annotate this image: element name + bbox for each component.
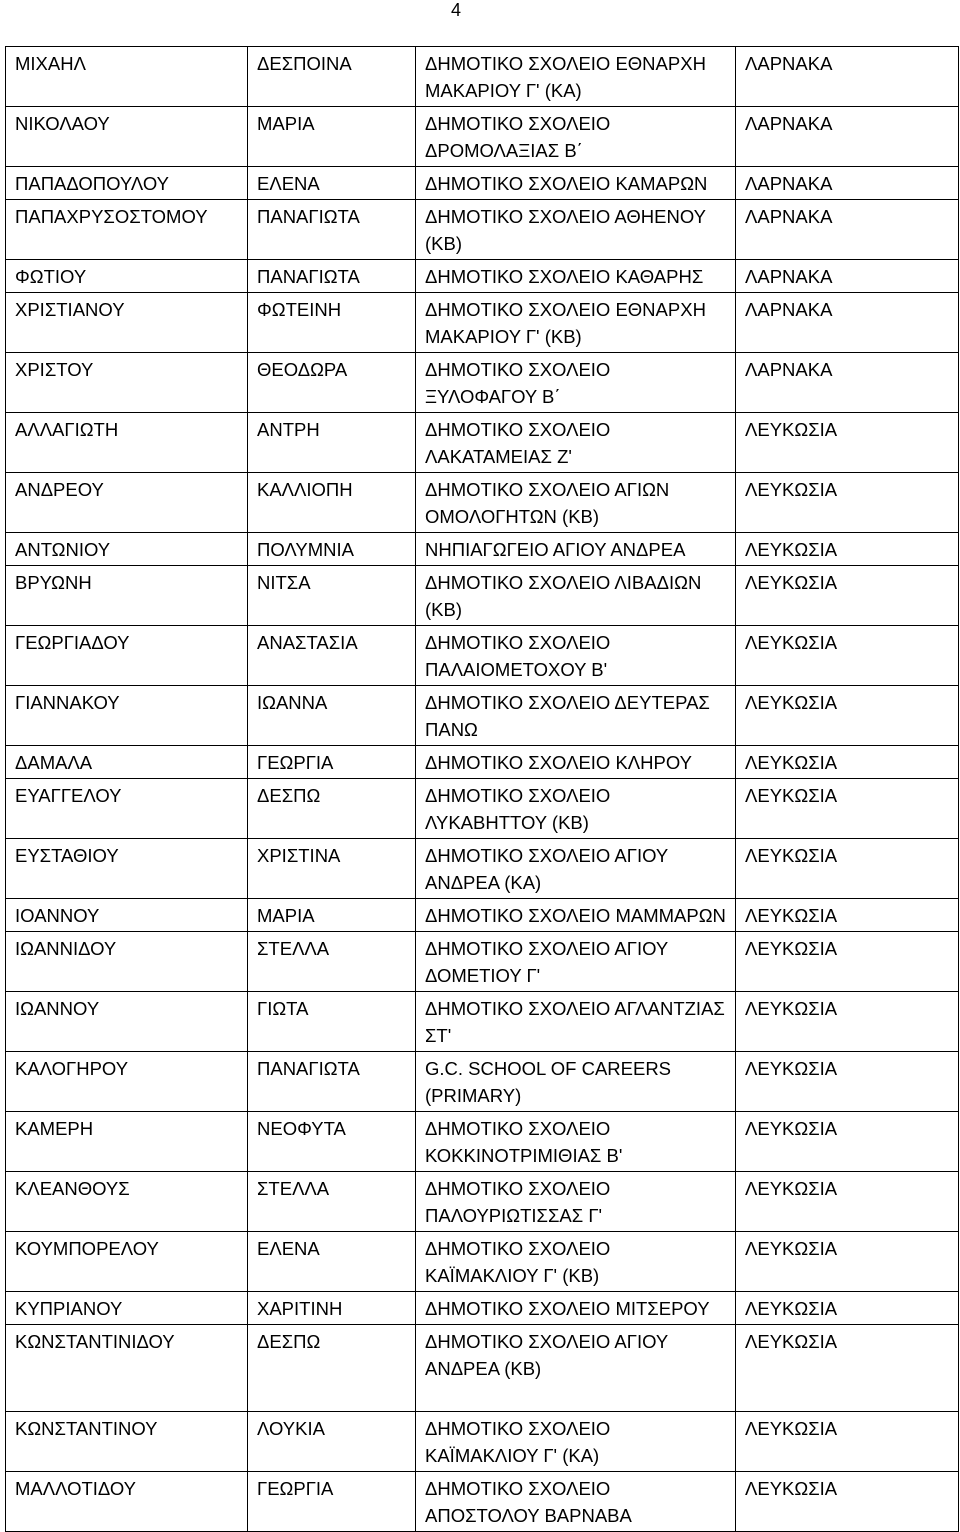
school-cell: ΔΗΜΟΤΙΚΟ ΣΧΟΛΕΙΟ ΑΓΙΟΥ ΑΝΔΡΕΑ (ΚΒ) xyxy=(416,1325,736,1412)
first-name-cell: ΑΝΑΣΤΑΣΙΑ xyxy=(248,626,416,686)
surname-cell: ΚΟΥΜΠΟΡΕΛΟΥ xyxy=(6,1232,248,1292)
first-name-cell: ΦΩΤΕΙΝΗ xyxy=(248,293,416,353)
first-name-cell: ΔΕΣΠΩ xyxy=(248,779,416,839)
first-name-cell: ΠΑΝΑΓΙΩΤΑ xyxy=(248,200,416,260)
surname-cell: ΙΩΑΝΝΙΔΟΥ xyxy=(6,932,248,992)
table-row xyxy=(6,353,959,413)
surname-cell: ΚΩΝΣΤΑΝΤΙΝΟΥ xyxy=(6,1412,248,1472)
surname-cell: ΧΡΙΣΤΙΑΝΟΥ xyxy=(6,293,248,353)
surname-cell: ΚΛΕΑΝΘΟΥΣ xyxy=(6,1172,248,1232)
table-row xyxy=(6,293,959,353)
table-row xyxy=(6,1472,959,1532)
school-cell: ΔΗΜΟΤΙΚΟ ΣΧΟΛΕΙΟ ΞΥΛΟΦΑΓΟΥ Β΄ xyxy=(416,353,736,413)
table-row xyxy=(6,1052,959,1112)
table-row xyxy=(6,1325,959,1412)
district-cell: ΛΕΥΚΩΣΙΑ xyxy=(736,1052,959,1112)
table-row xyxy=(6,47,959,107)
first-name-cell: ΛΟΥΚΙΑ xyxy=(248,1412,416,1472)
surname-cell: ΠΑΠΑΧΡΥΣΟΣΤΟΜΟΥ xyxy=(6,200,248,260)
district-cell: ΛΕΥΚΩΣΙΑ xyxy=(736,1172,959,1232)
surname-cell: ΠΑΠΑΔΟΠΟΥΛΟΥ xyxy=(6,167,248,200)
first-name-cell: ΠΟΛΥΜΝΙΑ xyxy=(248,533,416,566)
surname-cell: ΓΙΑΝΝΑΚΟΥ xyxy=(6,686,248,746)
surname-cell: ΙΩΑΝΝΟΥ xyxy=(6,992,248,1052)
first-name-cell: ΜΑΡΙΑ xyxy=(248,107,416,167)
table-row xyxy=(6,413,959,473)
district-cell: ΛΕΥΚΩΣΙΑ xyxy=(736,746,959,779)
first-name-cell: ΘΕΟΔΩΡΑ xyxy=(248,353,416,413)
table-row xyxy=(6,566,959,626)
surname-cell: ΦΩΤΙΟΥ xyxy=(6,260,248,293)
table-row xyxy=(6,992,959,1052)
table-row xyxy=(6,200,959,260)
district-cell: ΛΕΥΚΩΣΙΑ xyxy=(736,1472,959,1532)
surname-cell: ΚΩΝΣΤΑΝΤΙΝΙΔΟΥ xyxy=(6,1325,248,1412)
page-number: 4 xyxy=(450,0,461,20)
school-cell: ΔΗΜΟΤΙΚΟ ΣΧΟΛΕΙΟ ΚΑΪΜΑΚΛΙΟΥ Γ' (ΚΒ) xyxy=(416,1232,736,1292)
table-row xyxy=(6,626,959,686)
school-cell: ΝΗΠΙΑΓΩΓΕΙΟ ΑΓΙΟΥ ΑΝΔΡΕΑ xyxy=(416,533,736,566)
first-name-cell: ΔΕΣΠΟΙΝΑ xyxy=(248,47,416,107)
surname-cell: ΑΝΤΩΝΙΟΥ xyxy=(6,533,248,566)
table-row xyxy=(6,839,959,899)
surname-cell: ΚΑΜΕΡΗ xyxy=(6,1112,248,1172)
table-row xyxy=(6,1112,959,1172)
first-name-cell: ΜΑΡΙΑ xyxy=(248,899,416,932)
surname-cell: ΑΛΛΑΓΙΩΤΗ xyxy=(6,413,248,473)
district-cell: ΛΑΡΝΑΚΑ xyxy=(736,200,959,260)
first-name-cell: ΣΤΕΛΛΑ xyxy=(248,1172,416,1232)
district-cell: ΛΕΥΚΩΣΙΑ xyxy=(736,413,959,473)
surname-cell: ΓΕΩΡΓΙΑΔΟΥ xyxy=(6,626,248,686)
first-name-cell: ΠΑΝΑΓΙΩΤΑ xyxy=(248,260,416,293)
surname-cell: ΔΑΜΑΛΑ xyxy=(6,746,248,779)
first-name-cell: ΓΙΩΤΑ xyxy=(248,992,416,1052)
school-cell: ΔΗΜΟΤΙΚΟ ΣΧΟΛΕΙΟ ΔΡΟΜΟΛΑΞΙΑΣ Β΄ xyxy=(416,107,736,167)
surname-cell: ΝΙΚΟΛΑΟΥ xyxy=(6,107,248,167)
district-cell: ΛΕΥΚΩΣΙΑ xyxy=(736,779,959,839)
district-cell: ΛΕΥΚΩΣΙΑ xyxy=(736,473,959,533)
district-cell: ΛΕΥΚΩΣΙΑ xyxy=(736,992,959,1052)
school-cell: ΔΗΜΟΤΙΚΟ ΣΧΟΛΕΙΟ ΚΑΪΜΑΚΛΙΟΥ Γ' (ΚΑ) xyxy=(416,1412,736,1472)
district-cell: ΛΑΡΝΑΚΑ xyxy=(736,167,959,200)
first-name-cell: ΓΕΩΡΓΙΑ xyxy=(248,1472,416,1532)
district-cell: ΛΑΡΝΑΚΑ xyxy=(736,353,959,413)
table-row xyxy=(6,260,959,293)
table-row xyxy=(6,473,959,533)
school-cell: ΔΗΜΟΤΙΚΟ ΣΧΟΛΕΙΟ ΚΛΗΡΟΥ xyxy=(416,746,736,779)
first-name-cell: ΑΝΤΡΗ xyxy=(248,413,416,473)
surname-cell: ΙΟΑΝΝΟΥ xyxy=(6,899,248,932)
table-row xyxy=(6,533,959,566)
district-cell: ΛΑΡΝΑΚΑ xyxy=(736,107,959,167)
first-name-cell: ΧΡΙΣΤΙΝΑ xyxy=(248,839,416,899)
school-cell: ΔΗΜΟΤΙΚΟ ΣΧΟΛΕΙΟ ΛΑΚΑΤΑΜΕΙΑΣ Ζ' xyxy=(416,413,736,473)
school-cell: ΔΗΜΟΤΙΚΟ ΣΧΟΛΕΙΟ ΕΘΝΑΡΧΗ ΜΑΚΑΡΙΟΥ Γ' (ΚΑ) xyxy=(416,47,736,107)
district-cell: ΛΑΡΝΑΚΑ xyxy=(736,293,959,353)
school-cell: ΔΗΜΟΤΙΚΟ ΣΧΟΛΕΙΟ ΑΠΟΣΤΟΛΟΥ ΒΑΡΝΑΒΑ xyxy=(416,1472,736,1532)
school-cell: ΔΗΜΟΤΙΚΟ ΣΧΟΛΕΙΟ ΛΙΒΑΔΙΩΝ (ΚΒ) xyxy=(416,566,736,626)
table-body xyxy=(6,47,959,1532)
district-cell: ΛΑΡΝΑΚΑ xyxy=(736,47,959,107)
school-cell: ΔΗΜΟΤΙΚΟ ΣΧΟΛΕΙΟ ΑΓΛΑΝΤΖΙΑΣ ΣΤ' xyxy=(416,992,736,1052)
school-cell: ΔΗΜΟΤΙΚΟ ΣΧΟΛΕΙΟ ΚΟΚΚΙΝΟΤΡΙΜΙΘΙΑΣ Β' xyxy=(416,1112,736,1172)
surname-cell: ΜΙΧΑΗΛ xyxy=(6,47,248,107)
district-cell: ΛΕΥΚΩΣΙΑ xyxy=(736,1232,959,1292)
district-cell: ΛΑΡΝΑΚΑ xyxy=(736,260,959,293)
surname-cell: ΒΡΥΩΝΗ xyxy=(6,566,248,626)
district-cell: ΛΕΥΚΩΣΙΑ xyxy=(736,1292,959,1325)
first-name-cell: ΕΛΕΝΑ xyxy=(248,167,416,200)
table-row xyxy=(6,932,959,992)
school-cell: ΔΗΜΟΤΙΚΟ ΣΧΟΛΕΙΟ ΑΘΗΕΝΟΥ (ΚΒ) xyxy=(416,200,736,260)
surname-cell: ΕΥΑΓΓΕΛΟΥ xyxy=(6,779,248,839)
district-cell: ΛΕΥΚΩΣΙΑ xyxy=(736,932,959,992)
district-cell: ΛΕΥΚΩΣΙΑ xyxy=(736,626,959,686)
district-cell: ΛΕΥΚΩΣΙΑ xyxy=(736,899,959,932)
first-name-cell: ΕΛΕΝΑ xyxy=(248,1232,416,1292)
school-cell: ΔΗΜΟΤΙΚΟ ΣΧΟΛΕΙΟ ΚΑΘΑΡΗΣ xyxy=(416,260,736,293)
surname-cell: ΚΥΠΡΙΑΝΟΥ xyxy=(6,1292,248,1325)
district-cell: ΛΕΥΚΩΣΙΑ xyxy=(736,1325,959,1412)
table-row xyxy=(6,167,959,200)
table-row xyxy=(6,1412,959,1472)
first-name-cell: ΚΑΛΛΙΟΠΗ xyxy=(248,473,416,533)
first-name-cell: ΝΙΤΣΑ xyxy=(248,566,416,626)
district-cell: ΛΕΥΚΩΣΙΑ xyxy=(736,1412,959,1472)
district-cell: ΛΕΥΚΩΣΙΑ xyxy=(736,533,959,566)
school-cell: G.C. SCHOOL OF CAREERS (PRIMARY) xyxy=(416,1052,736,1112)
first-name-cell: ΝΕΟΦΥΤΑ xyxy=(248,1112,416,1172)
table-row xyxy=(6,686,959,746)
school-cell: ΔΗΜΟΤΙΚΟ ΣΧΟΛΕΙΟ ΚΑΜΑΡΩΝ xyxy=(416,167,736,200)
first-name-cell: ΣΤΕΛΛΑ xyxy=(248,932,416,992)
school-cell: ΔΗΜΟΤΙΚΟ ΣΧΟΛΕΙΟ ΑΓΙΟΥ ΑΝΔΡΕΑ (ΚΑ) xyxy=(416,839,736,899)
school-cell: ΔΗΜΟΤΙΚΟ ΣΧΟΛΕΙΟ ΛΥΚΑΒΗΤΤΟΥ (ΚΒ) xyxy=(416,779,736,839)
table-row xyxy=(6,1232,959,1292)
district-cell: ΛΕΥΚΩΣΙΑ xyxy=(736,839,959,899)
district-cell: ΛΕΥΚΩΣΙΑ xyxy=(736,686,959,746)
table-row xyxy=(6,1292,959,1325)
school-cell: ΔΗΜΟΤΙΚΟ ΣΧΟΛΕΙΟ ΠΑΛΑΙΟΜΕΤΟΧΟΥ Β' xyxy=(416,626,736,686)
first-name-cell: ΧΑΡΙΤΙΝΗ xyxy=(248,1292,416,1325)
school-cell: ΔΗΜΟΤΙΚΟ ΣΧΟΛΕΙΟ ΑΓΙΟΥ ΔΟΜΕΤΙΟΥ Γ' xyxy=(416,932,736,992)
school-cell: ΔΗΜΟΤΙΚΟ ΣΧΟΛΕΙΟ ΑΓΙΩΝ ΟΜΟΛΟΓΗΤΩΝ (ΚΒ) xyxy=(416,473,736,533)
district-cell: ΛΕΥΚΩΣΙΑ xyxy=(736,566,959,626)
school-cell: ΔΗΜΟΤΙΚΟ ΣΧΟΛΕΙΟ ΕΘΝΑΡΧΗ ΜΑΚΑΡΙΟΥ Γ' (ΚΒ) xyxy=(416,293,736,353)
school-cell: ΔΗΜΟΤΙΚΟ ΣΧΟΛΕΙΟ ΠΑΛΟΥΡΙΩΤΙΣΣΑΣ Γ' xyxy=(416,1172,736,1232)
surname-cell: ΕΥΣΤΑΘΙΟΥ xyxy=(6,839,248,899)
table-row xyxy=(6,746,959,779)
first-name-cell: ΔΕΣΠΩ xyxy=(248,1325,416,1412)
teacher-school-table xyxy=(5,46,959,1532)
table-row xyxy=(6,779,959,839)
first-name-cell: ΙΩΑΝΝΑ xyxy=(248,686,416,746)
school-cell: ΔΗΜΟΤΙΚΟ ΣΧΟΛΕΙΟ ΜΑΜΜΑΡΩΝ xyxy=(416,899,736,932)
table-row xyxy=(6,899,959,932)
school-cell: ΔΗΜΟΤΙΚΟ ΣΧΟΛΕΙΟ ΔΕΥΤΕΡΑΣ ΠΑΝΩ xyxy=(416,686,736,746)
first-name-cell: ΠΑΝΑΓΙΩΤΑ xyxy=(248,1052,416,1112)
surname-cell: ΚΑΛΟΓΗΡΟΥ xyxy=(6,1052,248,1112)
surname-cell: ΧΡΙΣΤΟΥ xyxy=(6,353,248,413)
surname-cell: ΑΝΔΡΕΟΥ xyxy=(6,473,248,533)
table-row xyxy=(6,1172,959,1232)
district-cell: ΛΕΥΚΩΣΙΑ xyxy=(736,1112,959,1172)
surname-cell: ΜΑΛΛΟΤΙΔΟΥ xyxy=(6,1472,248,1532)
school-cell: ΔΗΜΟΤΙΚΟ ΣΧΟΛΕΙΟ ΜΙΤΣΕΡΟΥ xyxy=(416,1292,736,1325)
table-row xyxy=(6,107,959,167)
first-name-cell: ΓΕΩΡΓΙΑ xyxy=(248,746,416,779)
